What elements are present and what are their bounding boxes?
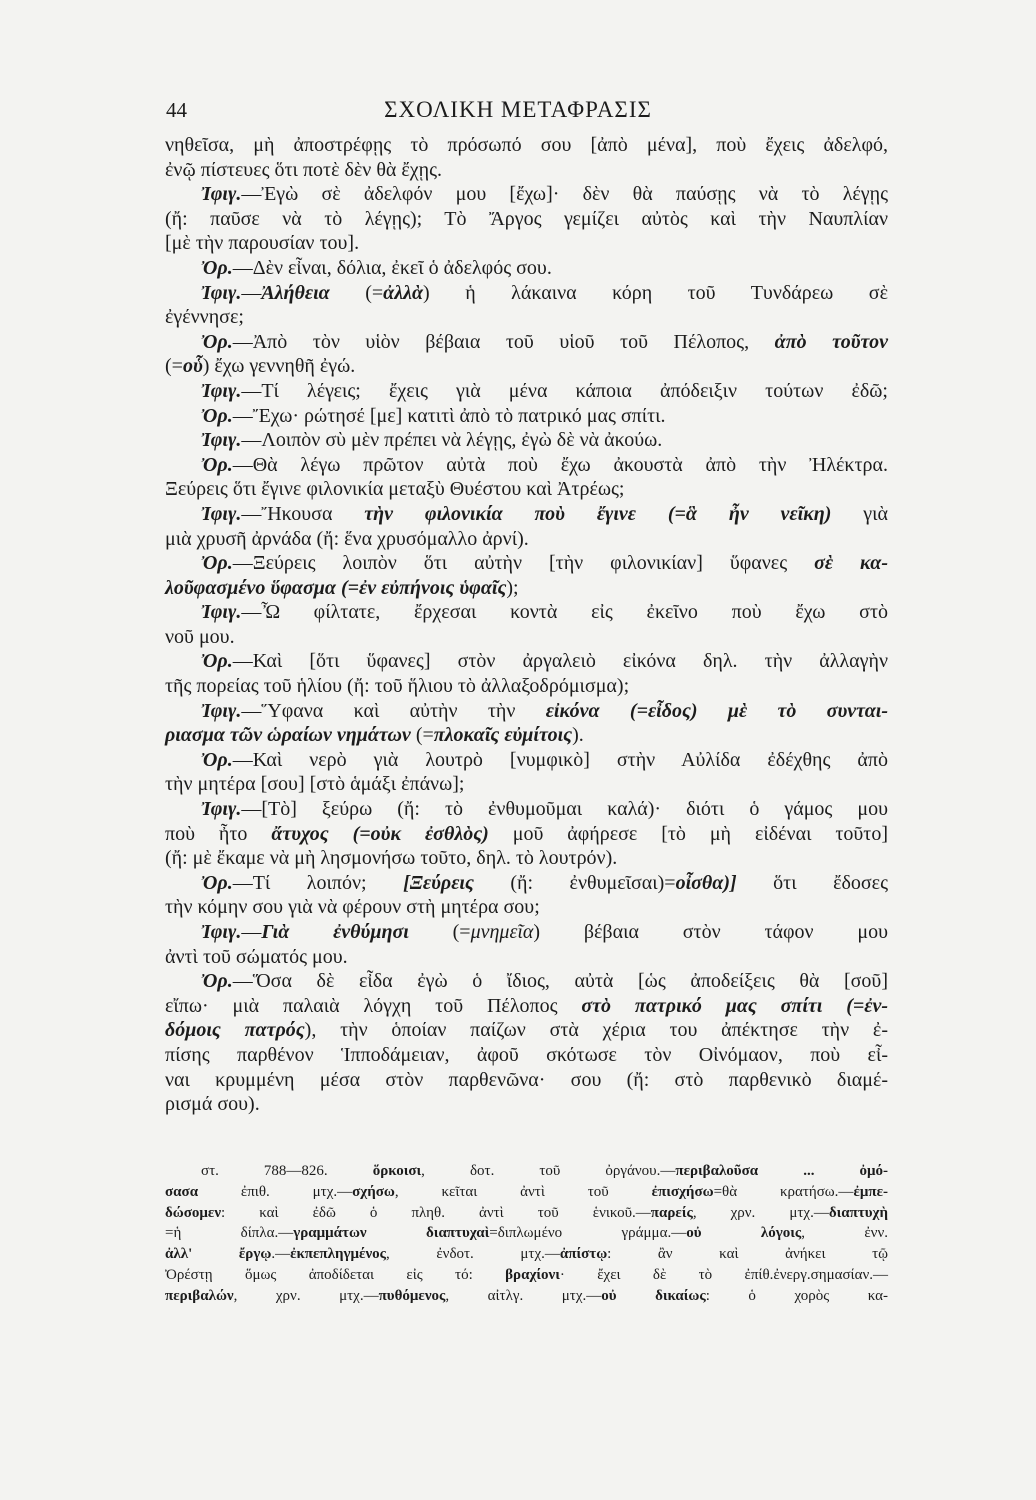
- emphasis-run: λοῦφασμένο ὕφασμα (=ἐν εὐπήνοις ὑφαῖς: [165, 576, 507, 599]
- text-line: [165, 281, 888, 306]
- emphasis-run: εἰκόνα (=εἶδος) μὲ τὸ συνται-: [545, 699, 888, 722]
- text-run: , χρν. μτχ.—: [233, 1287, 379, 1304]
- text-run: —Ἔχω· ρώτησέ [με] κατιτὶ ἀπὸ τὸ πατρικό μας σπίτι.: [232, 404, 666, 427]
- text-line: [165, 354, 888, 379]
- speaker-label: Ὀρ.: [201, 404, 233, 427]
- text-line: [165, 772, 888, 797]
- text-run: —Λοιπὸν σὺ μὲν πρέπει νὰ λέγῃς, ἐγὼ δὲ νὰ ἀκούω.: [241, 429, 663, 452]
- page-number: 44: [166, 98, 187, 122]
- text-line: [165, 797, 888, 822]
- text-run: —Ἀπὸ τὸν υἱὸν βέβαια τοῦ υἱοῦ τοῦ Πέλοπος,: [232, 330, 775, 353]
- text-line: [165, 649, 888, 674]
- text-line: [165, 133, 888, 158]
- footnote-line: [165, 1244, 888, 1265]
- text-run: , ἐνν.: [801, 1225, 888, 1242]
- emphasis-run: σὲ κα-: [814, 552, 888, 575]
- text-run: —Τί λοιπόν;: [232, 871, 404, 894]
- text-line: [165, 404, 888, 429]
- text-run: ἐνῷ πίστευες ὅτι ποτὲ δὲν θὰ ἔχῃς.: [165, 158, 443, 181]
- text-run: —Τί λέγεις; ἔχεις γιὰ μένα κάποια ἀπόδειξιν τούτων ἐδῶ;: [241, 379, 888, 402]
- text-line: [165, 945, 888, 970]
- emphasis-run: οὗ: [182, 355, 203, 378]
- emphasis-run: ἀπίστῳ: [559, 1246, 608, 1263]
- text-run: —Καὶ [ὅτι ὕφανες] στὸν ἀργαλειὸ εἰκόνα δηλ. τὴν ἀλλαγὴν: [232, 650, 888, 673]
- text-line: [165, 551, 888, 576]
- text-run: στ. 788—826.: [201, 1163, 373, 1179]
- speaker-label: Ὀρ.: [201, 256, 233, 279]
- text-run: (ἤ: ἐνθυμεῖσαι)=: [473, 871, 676, 894]
- text-line: [165, 994, 888, 1019]
- text-run: μοῦ ἀφήρεσε [τὸ μὴ εἰδέναι τοῦτο]: [488, 822, 889, 845]
- emphasis-run: οὐ λόγοις: [686, 1225, 802, 1242]
- text-run: (=: [408, 921, 471, 943]
- text-run: γιὰ: [831, 502, 888, 525]
- text-run: (ἤ: μὲ ἔκαμε νὰ μὴ λησμονήσω τοῦτο, δηλ. τὸ λουτρόν).: [165, 847, 618, 870]
- text-run: —Ὅσα δὲ εἶδα ἐγὼ ὁ ἴδιος, αὐτὰ [ὡς ἀποδείξεις θὰ [σοῦ]: [232, 970, 888, 993]
- footnote-line: [165, 1203, 888, 1224]
- text-run: : ἂν καὶ ἀνήκει τῷ: [607, 1246, 888, 1263]
- emphasis-run: δόμοις πατρός: [165, 1019, 305, 1042]
- text-line: [165, 158, 888, 183]
- text-line: [165, 231, 888, 256]
- text-run: .—: [271, 1246, 291, 1263]
- emphasis-run: πυθόμενος: [378, 1287, 446, 1304]
- body-text: [165, 133, 888, 1117]
- text-run: ), τὴν ὁποίαν παίζων στὰ χέρια του ἀπέκτησε τὴν ἐ-: [304, 1019, 888, 1042]
- text-line: [165, 502, 888, 527]
- text-line: [165, 256, 888, 281]
- text-run: —: [241, 921, 262, 943]
- emphasis-run: ἐκπεπληγμένος: [290, 1246, 386, 1263]
- speaker-label: Ὀρ.: [201, 453, 233, 476]
- emphasis-run: ἀπὸ τοῦτον: [774, 330, 888, 353]
- footnote-line: [165, 1182, 888, 1203]
- text-run: τὴν κόμην σου γιὰ νὰ φέρουν στὴ μητέρα σου;: [165, 896, 540, 919]
- text-run: · ἔχει δὲ τὸ ἐπίθ.ἐνεργ.σημασίαν.—: [559, 1266, 888, 1283]
- text-run: : ὁ χορὸς κα-: [705, 1287, 889, 1304]
- text-line: [165, 477, 888, 502]
- emphasis-run: στὸ πατρικό μας σπίτι (=ἐν-: [581, 994, 888, 1017]
- emphasis-run: [Ξεύρεις: [403, 871, 474, 894]
- speaker-label: Ἰφιγ.: [201, 379, 242, 402]
- emphasis-run: Ἀλήθεια: [261, 281, 330, 304]
- text-run: Ξεύρεις ὅτι ἔγινε φιλονικία μεταξὺ Θυέστου καὶ Ἀτρέως;: [165, 478, 625, 501]
- text-line: [165, 600, 888, 625]
- emphasis-run: ὅρκοισι: [372, 1163, 422, 1179]
- text-line: [165, 428, 888, 453]
- text-run: τὴν μητέρα [σου] [στὸ ἁμάξι ἐπάνω];: [165, 773, 465, 796]
- text-line: [165, 379, 888, 404]
- text-line: [165, 920, 888, 945]
- text-run: ποὺ ἦτο: [165, 822, 272, 845]
- text-run: , ἐνδοτ. μτχ.—: [386, 1246, 560, 1263]
- speaker-label: Ἰφιγ.: [201, 281, 242, 304]
- text-line: [165, 748, 888, 773]
- footnote-line: [165, 1223, 888, 1244]
- text-run: =θὰ κρατήσω.—: [713, 1183, 854, 1200]
- text-line: [165, 453, 888, 478]
- text-run: ἀντὶ τοῦ σώματός μου.: [165, 945, 348, 968]
- text-run: =ἡ δίπλα.—: [165, 1225, 294, 1242]
- text-run: , αἰτλγ. μτχ.—: [445, 1287, 602, 1304]
- speaker-label: Ἰφιγ.: [201, 798, 242, 821]
- emphasis-run: διαπτυχὴ: [828, 1204, 889, 1221]
- emphasis-run: ἐπισχήσω: [651, 1183, 714, 1200]
- footnote-line: [165, 1265, 888, 1286]
- speaker-label: Ἰφιγ.: [201, 183, 242, 206]
- text-run: , χρν. μτχ.—: [692, 1204, 829, 1221]
- text-run: τῆς πορείας τοῦ ἡλίου (ἤ: τοῦ ἥλιου τὸ ἀλλαξοδρόμισμα);: [165, 675, 630, 698]
- speaker-label: Ἰφιγ.: [201, 601, 242, 624]
- text-run: ὅτι ἔδοσες: [736, 871, 888, 894]
- emphasis-run: περιβαλοῦσα ... ὀμό-: [675, 1163, 889, 1179]
- emphasis-run: ἄτυχος (=οὐκ ἐσθλὸς): [271, 822, 489, 845]
- speaker-label: Ἰφιγ.: [201, 699, 242, 722]
- text-line: [165, 871, 888, 896]
- running-head: ΣΧΟΛΙΚΗ ΜΕΤΑΦΡΑΣΙΣ: [384, 97, 652, 122]
- text-run: (=: [410, 724, 434, 747]
- text-run: (=: [329, 281, 384, 304]
- text-run: (ἤ: παῦσε νὰ τὸ λέγῃς); Τὸ Ἄργος γεμίζει αὐτὸς καὶ τὴν Ναυπλίαν: [165, 207, 888, 230]
- text-run: —Ὦ φίλτατε, ἔρχεσαι κοντὰ εἰς ἐκεῖνο ποὺ ἔχω στὸ: [241, 601, 888, 624]
- text-line: [165, 1092, 888, 1117]
- emphasis-run: πλοκαῖς εὐμίτοις: [433, 724, 573, 747]
- footnotes: [165, 1161, 888, 1307]
- emphasis-run: βραχίονι: [505, 1266, 560, 1283]
- text-line: [165, 1043, 888, 1068]
- emphasis-run: ριασμα τῶν ὡραίων νημάτων: [165, 724, 411, 747]
- text-run: , κεῖται ἀντὶ τοῦ: [394, 1183, 652, 1200]
- emphasis-run: παρείς: [650, 1204, 693, 1221]
- text-run: ρισμά σου).: [165, 1093, 260, 1116]
- speaker-label: Ὀρ.: [201, 330, 233, 353]
- speaker-label: Ὀρ.: [201, 748, 233, 771]
- emphasis-run: σχήσω: [352, 1183, 395, 1200]
- emphasis-run: οὐ δικαίως: [601, 1287, 706, 1304]
- text-run: : καὶ ἐδῶ ὁ πληθ. ἀντὶ τοῦ ἑνικοῦ.—: [221, 1204, 651, 1221]
- text-run: [μὲ τὴν παρουσίαν του].: [165, 232, 360, 255]
- text-line: [165, 723, 888, 748]
- text-line: [165, 305, 888, 330]
- emphasis-run: ἐμπε-: [853, 1183, 888, 1200]
- text-line: [165, 895, 888, 920]
- text-run: —[Τὸ] ξεύρω (ἤ: τὸ ἐνθυμοῦμαι καλά)· διότι ὁ γάμος μου: [241, 798, 888, 821]
- text-run: =διπλωμένο γράμμα.—: [489, 1225, 687, 1242]
- text-line: [165, 182, 888, 207]
- text-run: ἐπιθ. μτχ.—: [198, 1183, 353, 1200]
- text-run: ἐγέννησε;: [165, 306, 244, 329]
- speaker-label: Ἰφιγ.: [201, 429, 242, 452]
- text-line: [165, 674, 888, 699]
- text-line: [165, 207, 888, 232]
- speaker-label: Ὀρ.: [201, 650, 233, 673]
- speaker-label: Ὀρ.: [201, 552, 233, 575]
- emphasis-run: σασα: [165, 1183, 199, 1200]
- text-run: —Καὶ νερὸ γιὰ λουτρὸ [νυμφικὸ] στὴν Αὐλίδα ἐδέχθης ἀπὸ: [232, 748, 888, 771]
- emphasis-run: δώσομεν: [165, 1204, 222, 1221]
- footnote-line: [165, 1286, 888, 1307]
- text-line: [165, 1018, 888, 1043]
- text-run: νηθεῖσα, μὴ ἀποστρέφῃς τὸ πρόσωπό σου [ἀπὸ μένα], ποὺ ἔχεις ἀδελφό,: [165, 134, 888, 156]
- text-line: [165, 330, 888, 355]
- text-run: μιὰ χρυσῆ ἀρνάδα (ἤ: ἕνα χρυσόμαλλο ἀρνί).: [165, 527, 529, 550]
- text-line: [165, 1068, 888, 1093]
- text-line: [165, 576, 888, 601]
- text-run: ) βέβαια στὸν τάφον μου: [533, 921, 888, 943]
- text-line: [165, 846, 888, 871]
- footnote-line: [165, 1161, 888, 1182]
- emphasis-run: τὴν φιλονικία ποὺ ἔγινε (=ἃ ἦν νεῖκη): [364, 502, 832, 525]
- emphasis-run: περιβαλών: [165, 1287, 234, 1304]
- text-run: —Ξεύρεις λοιπὸν ὅτι αὐτὴν [τὴν φιλονικίαν] ὕφανες: [232, 552, 815, 575]
- text-run: —Ὕφανα καὶ αὐτὴν τὴν: [241, 699, 546, 722]
- text-run: ) ἔχω γεννηθῆ ἐγώ.: [202, 355, 356, 378]
- text-run: —Ἐγὼ σὲ ἀδελφόν μου [ἔχω]· δὲν θὰ παύσῃς νὰ τὸ λέγῃς: [241, 183, 888, 206]
- text-run: ) ἡ λάκαινα κόρη τοῦ Τυνδάρεω σὲ: [423, 281, 888, 304]
- emphasis-run: ἀλλ' ἔργῳ: [165, 1246, 272, 1263]
- text-line: [165, 822, 888, 847]
- emphasis-run: οἶσθα)]: [675, 871, 737, 894]
- text-run: πίσης παρθένον Ἱπποδάμειαν, ἀφοῦ σκότωσε τὸν Οἰνόμαον, ποὺ εἶ-: [165, 1043, 888, 1066]
- text-run: εἴπω· μιὰ παλαιὰ λόγχη τοῦ Πέλοπος: [165, 994, 582, 1017]
- text-line: [165, 625, 888, 650]
- speaker-label: Ὀρ.: [201, 970, 233, 993]
- emphasis-run: Γιὰ ἐνθύμησι: [261, 921, 409, 943]
- speaker-label: Ὀρ.: [201, 871, 233, 894]
- emphasis-run: γραμμάτων διαπτυχαὶ: [293, 1225, 490, 1242]
- text-run: νοῦ μου.: [165, 625, 235, 648]
- text-line: [165, 527, 888, 552]
- text-run: ).: [572, 724, 584, 747]
- text-run: );: [506, 576, 519, 599]
- text-run: —Θὰ λέγω πρῶτον αὐτὰ ποὺ ἔχω ἀκουστὰ ἀπὸ τὴν Ἠλέκτρα.: [232, 453, 888, 476]
- text-line: [165, 699, 888, 724]
- text-run: ναι κρυμμένη μέσα στὸν παρθενῶνα· σου (ἤ: στὸ παρθενικὸ διαμέ-: [165, 1068, 888, 1091]
- text-run: —Ἤκουσα: [241, 502, 365, 525]
- text-run: —: [241, 281, 262, 304]
- text-run: , δοτ. τοῦ ὀργάνου.—: [421, 1163, 676, 1179]
- text-line: [165, 969, 888, 994]
- speaker-label: Ἰφιγ.: [201, 921, 242, 943]
- text-run: Ὀρέστῃ ὅμως ἀποδίδεται εἰς τό:: [165, 1266, 506, 1283]
- speaker-label: Ἰφιγ.: [201, 502, 242, 525]
- emphasis-run: μνημεῖα: [470, 921, 534, 943]
- emphasis-run: ἀλλὰ: [383, 281, 424, 304]
- text-run: (=: [165, 355, 183, 378]
- text-run: —Δὲν εἶναι, δόλια, ἐκεῖ ὁ ἀδελφός σου.: [232, 256, 552, 279]
